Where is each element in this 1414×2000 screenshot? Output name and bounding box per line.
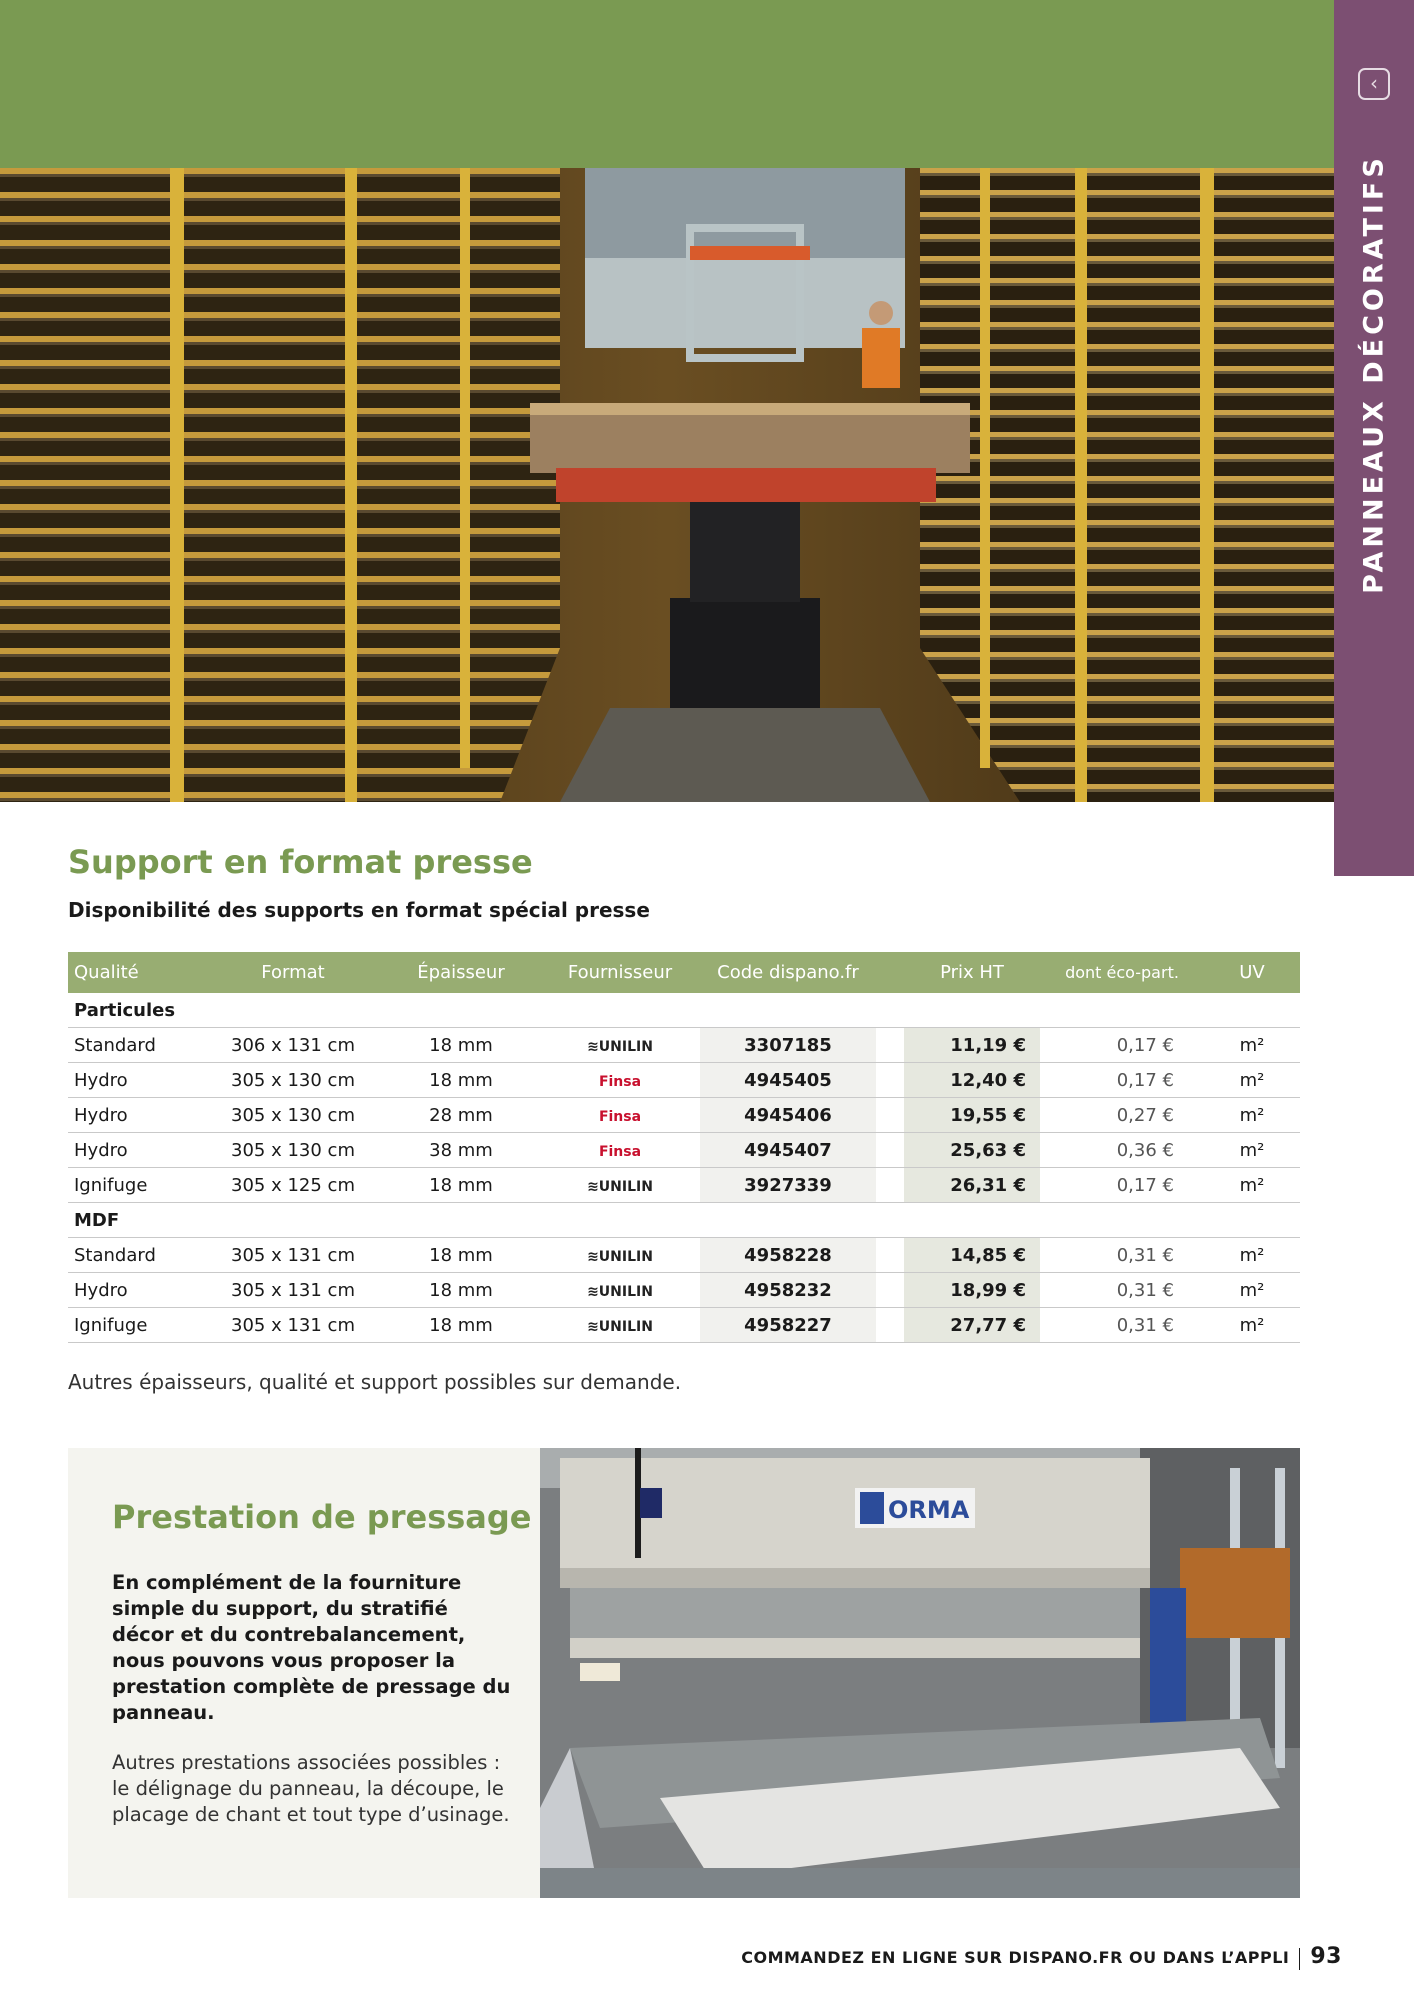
cell-fournisseur (540, 1273, 700, 1308)
cell-spacer (876, 1308, 904, 1343)
cell-eco: 0,17 € (1040, 1168, 1204, 1203)
finsa-logo: Finsa (598, 1108, 642, 1125)
cell-format: 305 x 131 cm (204, 1238, 382, 1273)
cell-epaisseur: 18 mm (382, 1273, 540, 1308)
cell-spacer (876, 1028, 904, 1063)
cell-uv: m² (1204, 1028, 1300, 1063)
cell-uv: m² (1204, 1168, 1300, 1203)
top-color-band (0, 0, 1334, 168)
cell-epaisseur: 18 mm (382, 1168, 540, 1203)
cell-code: 4945405 (700, 1063, 876, 1098)
cell-uv: m² (1204, 1063, 1300, 1098)
cell-uv: m² (1204, 1273, 1300, 1308)
cell-fournisseur (540, 1238, 700, 1273)
table-row (68, 1168, 1300, 1203)
warehouse-photo (0, 168, 1334, 802)
cell-qualite: Hydro (68, 1133, 204, 1168)
page-number: 93 (1310, 1944, 1342, 1969)
cell-epaisseur: 28 mm (382, 1098, 540, 1133)
finsa-logo: Finsa (598, 1143, 642, 1160)
group-label: MDF (68, 1203, 1300, 1238)
unilin-logo: ≋UNILIN (587, 1283, 653, 1300)
cell-epaisseur: 18 mm (382, 1238, 540, 1273)
cell-prix: 11,19 € (904, 1028, 1040, 1063)
chevron-left-icon[interactable]: ‹ (1358, 68, 1390, 100)
table-header-row (68, 952, 1300, 993)
cell-uv: m² (1204, 1308, 1300, 1343)
cell-format: 305 x 130 cm (204, 1098, 382, 1133)
cell-code: 4945406 (700, 1098, 876, 1133)
cell-eco: 0,27 € (1040, 1098, 1204, 1133)
cell-code: 3307185 (700, 1028, 876, 1063)
cell-fournisseur (540, 1133, 700, 1168)
header-code: Code dispano.fr (700, 952, 876, 993)
section-title: Support en format presse (68, 843, 533, 881)
cell-spacer (876, 1133, 904, 1168)
section-side-tab (1334, 0, 1414, 876)
cell-qualite: Ignifuge (68, 1308, 204, 1343)
unilin-logo: ≋UNILIN (587, 1318, 653, 1335)
cell-qualite: Hydro (68, 1063, 204, 1098)
table-row (68, 1308, 1300, 1343)
header-prix: Prix HT (904, 952, 1040, 993)
cell-code: 4958232 (700, 1273, 876, 1308)
machine-brand-logo: ORMA (888, 1496, 970, 1524)
table-row (68, 1063, 1300, 1098)
unilin-logo: ≋UNILIN (587, 1178, 653, 1195)
cell-eco: 0,36 € (1040, 1133, 1204, 1168)
header-format: Format (204, 952, 382, 993)
footer-separator (1299, 1948, 1300, 1970)
header-fournisseur: Fournisseur (540, 952, 700, 993)
cell-qualite: Hydro (68, 1273, 204, 1308)
price-table (68, 952, 1300, 1343)
cell-qualite: Hydro (68, 1098, 204, 1133)
finsa-logo: Finsa (598, 1073, 642, 1090)
side-tab-label: PANNEAUX DÉCORATIFS (1358, 154, 1390, 594)
cell-qualite: Standard (68, 1028, 204, 1063)
cell-eco: 0,31 € (1040, 1238, 1204, 1273)
cell-spacer (876, 1098, 904, 1133)
cell-format: 305 x 131 cm (204, 1308, 382, 1343)
cell-fournisseur (540, 1168, 700, 1203)
cell-epaisseur: 18 mm (382, 1308, 540, 1343)
cell-code: 3927339 (700, 1168, 876, 1203)
header-eco: dont éco-part. (1040, 952, 1204, 993)
cell-code: 4945407 (700, 1133, 876, 1168)
cell-epaisseur: 18 mm (382, 1028, 540, 1063)
table-row (68, 1238, 1300, 1273)
prestation-box (68, 1448, 540, 1898)
section-subtitle: Disponibilité des supports en format spécial presse (68, 898, 650, 922)
cell-spacer (876, 1063, 904, 1098)
cell-prix: 27,77 € (904, 1308, 1040, 1343)
table-row (68, 1133, 1300, 1168)
cell-spacer (876, 1238, 904, 1273)
cell-fournisseur (540, 1028, 700, 1063)
cell-format: 305 x 131 cm (204, 1273, 382, 1308)
group-row-particules (68, 993, 1300, 1028)
cell-eco: 0,17 € (1040, 1028, 1204, 1063)
cell-qualite: Ignifuge (68, 1168, 204, 1203)
cell-uv: m² (1204, 1238, 1300, 1273)
cell-spacer (876, 1273, 904, 1308)
table-row (68, 1098, 1300, 1133)
cell-code: 4958227 (700, 1308, 876, 1343)
cell-qualite: Standard (68, 1238, 204, 1273)
cell-uv: m² (1204, 1133, 1300, 1168)
cell-fournisseur (540, 1063, 700, 1098)
header-uv: UV (1204, 952, 1300, 993)
cell-fournisseur (540, 1098, 700, 1133)
cell-fournisseur (540, 1308, 700, 1343)
prestation-title: Prestation de pressage (112, 1498, 532, 1536)
unilin-logo: ≋UNILIN (587, 1038, 653, 1055)
cell-prix: 12,40 € (904, 1063, 1040, 1098)
availability-note: Autres épaisseurs, qualité et support possibles sur demande. (68, 1370, 682, 1394)
press-machine-photo (540, 1448, 1300, 1898)
table-row (68, 1273, 1300, 1308)
group-row-mdf (68, 1203, 1300, 1238)
page-footer (741, 1944, 1342, 1970)
cell-prix: 18,99 € (904, 1273, 1040, 1308)
cell-code: 4958228 (700, 1238, 876, 1273)
cell-format: 305 x 125 cm (204, 1168, 382, 1203)
cell-prix: 25,63 € (904, 1133, 1040, 1168)
cell-format: 306 x 131 cm (204, 1028, 382, 1063)
cell-epaisseur: 18 mm (382, 1063, 540, 1098)
unilin-logo: ≋UNILIN (587, 1248, 653, 1265)
cell-spacer (876, 1168, 904, 1203)
cell-epaisseur: 38 mm (382, 1133, 540, 1168)
cell-format: 305 x 130 cm (204, 1063, 382, 1098)
cell-eco: 0,17 € (1040, 1063, 1204, 1098)
header-qualite: Qualité (68, 952, 204, 993)
cell-prix: 19,55 € (904, 1098, 1040, 1133)
cell-eco: 0,31 € (1040, 1273, 1204, 1308)
cell-uv: m² (1204, 1098, 1300, 1133)
cell-eco: 0,31 € (1040, 1308, 1204, 1343)
cell-prix: 26,31 € (904, 1168, 1040, 1203)
group-label: Particules (68, 993, 1300, 1028)
cell-format: 305 x 130 cm (204, 1133, 382, 1168)
cell-prix: 14,85 € (904, 1238, 1040, 1273)
header-spacer (876, 952, 904, 993)
table-row (68, 1028, 1300, 1063)
prestation-bold-text: En complément de la fourniture simple du support, du stratifié décor et du contrebalancement, nous pouvons vous proposer la prestation complète de pressage du panneau. (112, 1571, 511, 1724)
header-epaisseur: Épaisseur (382, 952, 540, 993)
prestation-text: Autres prestations associées possibles : le délignage du panneau, la découpe, le placage de chant et tout type d’usinage. (112, 1751, 510, 1826)
footer-text: COMMANDEZ EN LIGNE SUR DISPANO.FR OU DANS L’APPLI (741, 1948, 1290, 1967)
